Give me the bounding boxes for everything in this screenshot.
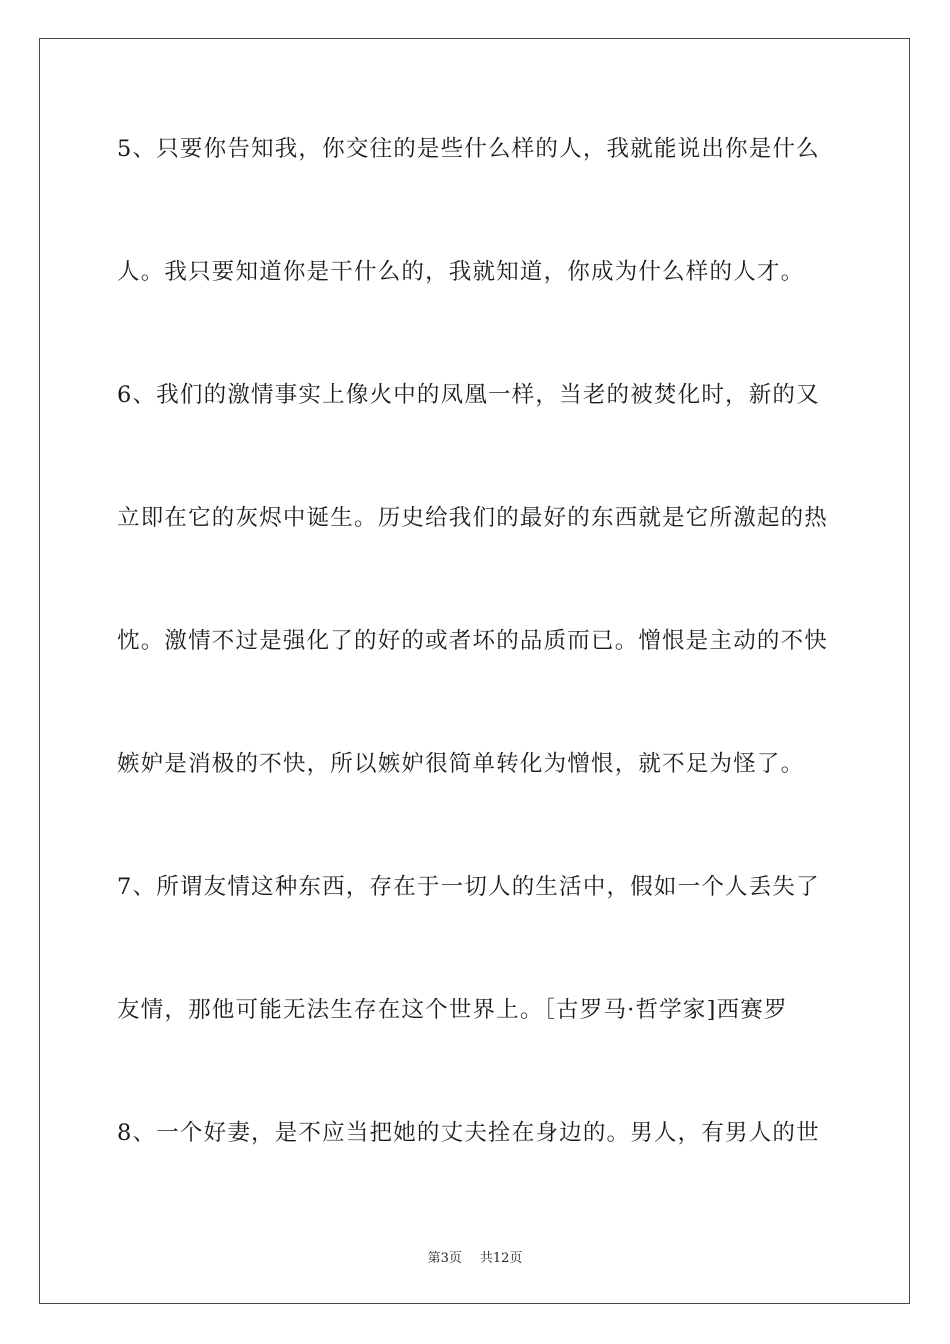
text-line: 立即在它的灰烬中诞生。历史给我们的最好的东西就是它所激起的热 [117, 505, 829, 531]
text-line: 8、一个好妻，是不应当把她的丈夫拴在身边的。男人，有男人的世 [117, 1120, 820, 1146]
text-line: 6、我们的激情事实上像火中的凤凰一样，当老的被焚化时，新的又 [117, 382, 820, 408]
page-footer [0, 1247, 950, 1266]
text-line: 5、只要你告知我，你交往的是些什么样的人，我就能说出你是什么 [117, 136, 820, 162]
text-line: 嫉妒是消极的不快，所以嫉妒很简单转化为憎恨，就不足为怪了。 [117, 751, 805, 777]
text-line: 忱。激情不过是强化了的好的或者坏的品质而已。憎恨是主动的不快 [117, 628, 829, 654]
text-line: 7、所谓友情这种东西，存在于一切人的生活中，假如一个人丢失了 [117, 874, 820, 900]
text-line: 友情，那他可能无法生存在这个世界上。［古罗马·哲学家]西赛罗 [117, 997, 788, 1023]
document-body [117, 127, 837, 1234]
page-number: 第3页 [427, 1251, 462, 1266]
text-line: 人。我只要知道你是干什么的，我就知道，你成为什么样的人才。 [117, 259, 805, 285]
total-pages: 共12页 [479, 1251, 523, 1266]
